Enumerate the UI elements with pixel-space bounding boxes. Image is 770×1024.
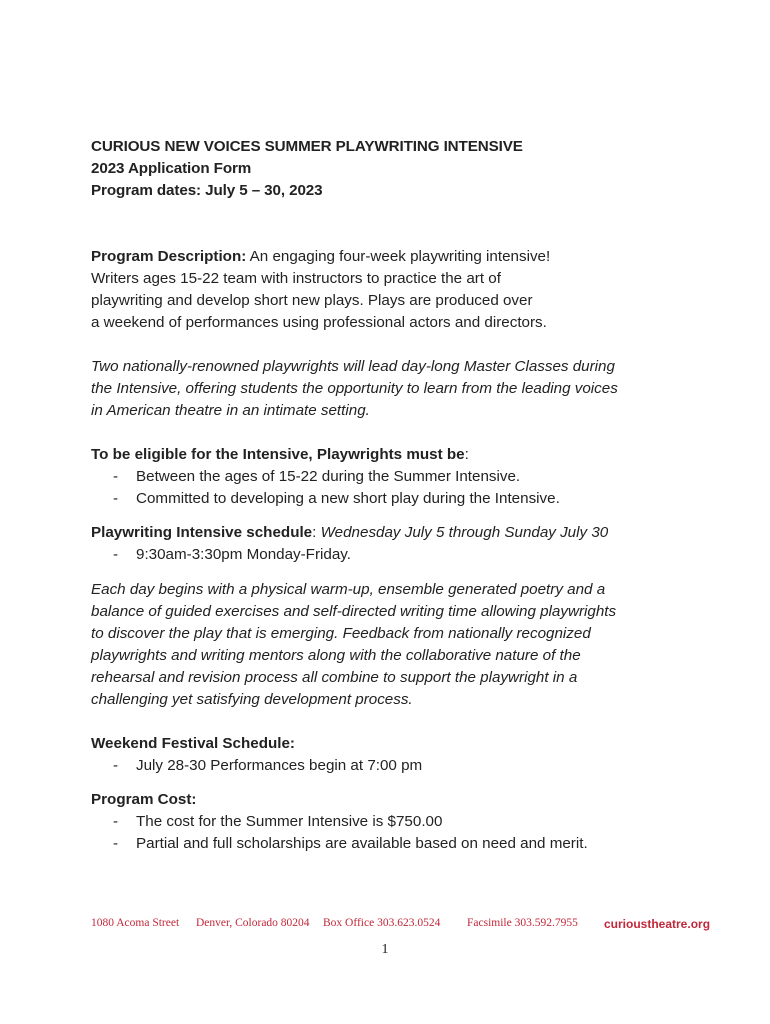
dash-marker: - [113,835,119,852]
list-item [91,544,691,566]
schedule-narrative [91,579,691,711]
narrative-line: balance of guided exercises and self-directed writing time allowing playwrights [91,603,617,620]
footer-city: Denver, Colorado 80204 [196,917,310,929]
program-title: CURIOUS NEW VOICES SUMMER PLAYWRITING INTENSIVE [91,138,523,155]
masterclass-line: the Intensive, offering students the opportunity to learn from the leading voices [91,380,618,397]
dash-marker: - [113,813,119,830]
cost-item-price: The cost for the Summer Intensive is $750.00 [136,813,443,830]
list-item [91,488,691,510]
description-first-line [91,246,691,268]
festival-heading: Weekend Festival Schedule: [91,735,295,752]
letterhead-footer [91,917,711,933]
schedule-heading: Playwriting Intensive schedule [91,524,313,541]
masterclass-line: in American theatre in an intimate setting. [91,402,370,419]
list-item [91,755,691,777]
description-label: Program Description: [91,248,247,265]
masterclass-line: Two nationally-renowned playwrights will lead day-long Master Classes during [91,358,615,375]
narrative-line: to discover the play that is emerging. Feedback from nationally recognized [91,625,591,642]
description-line: playwriting and develop short new plays. Plays are produced over [91,292,533,309]
dash-marker: - [113,468,119,485]
cost-list [91,811,691,855]
festival-section [91,733,691,777]
eligibility-heading-line [91,444,691,466]
narrative-line: Each day begins with a physical warm-up, ensemble generated poetry and a [91,581,606,598]
festival-list [91,755,691,777]
description-line: a weekend of performances using professional actors and directors. [91,314,547,331]
eligibility-heading: To be eligible for the Intensive, Playwrights must be [91,446,465,463]
list-item [91,811,691,833]
footer-website-link[interactable]: curioustheatre.org [604,917,711,931]
eligibility-item-commitment: Committed to developing a new short play during the Intensive. [136,490,560,507]
document-body [91,136,691,855]
document-title-block [91,136,691,202]
schedule-list [91,544,691,566]
cost-section [91,789,691,855]
dash-marker: - [113,546,119,563]
eligibility-list [91,466,691,510]
description-intro: An engaging four-week playwriting intensive! [246,248,551,265]
narrative-line: rehearsal and revision process all combine to support the playwright in a [91,669,578,686]
page-number: 1 [381,942,389,957]
cost-item-scholarships: Partial and full scholarships are available based on need and merit. [136,835,588,852]
narrative-line: challenging yet satisfying development process. [91,691,413,708]
program-description [91,246,691,334]
schedule-heading-line [91,522,691,544]
footer-facsimile: Facsimile 303.592.7955 [467,917,578,929]
footer-address: 1080 Acoma Street [91,917,180,929]
list-item [91,466,691,488]
schedule-dates: Wednesday July 5 through Sunday July 30 [320,524,609,541]
eligibility-colon: : [464,446,469,463]
schedule-item-hours: 9:30am-3:30pm Monday-Friday. [136,546,351,563]
eligibility-item-age: Between the ages of 15-22 during the Summer Intensive. [136,468,521,485]
eligibility-section [91,444,691,510]
list-item [91,833,691,855]
program-dates: Program dates: July 5 – 30, 2023 [91,182,323,199]
footer-box-office: Box Office 303.623.0524 [323,917,441,929]
form-title: 2023 Application Form [91,160,252,177]
narrative-line: playwrights and writing mentors along with the collaborative nature of the [91,647,581,664]
schedule-section [91,522,691,711]
festival-item-performances: July 28-30 Performances begin at 7:00 pm [136,757,423,774]
description-line: Writers ages 15-22 team with instructors to practice the art of [91,270,501,287]
cost-heading: Program Cost: [91,791,197,808]
masterclass-paragraph [91,356,691,422]
dash-marker: - [113,757,119,774]
dash-marker: - [113,490,119,507]
schedule-separator: : [312,524,321,541]
